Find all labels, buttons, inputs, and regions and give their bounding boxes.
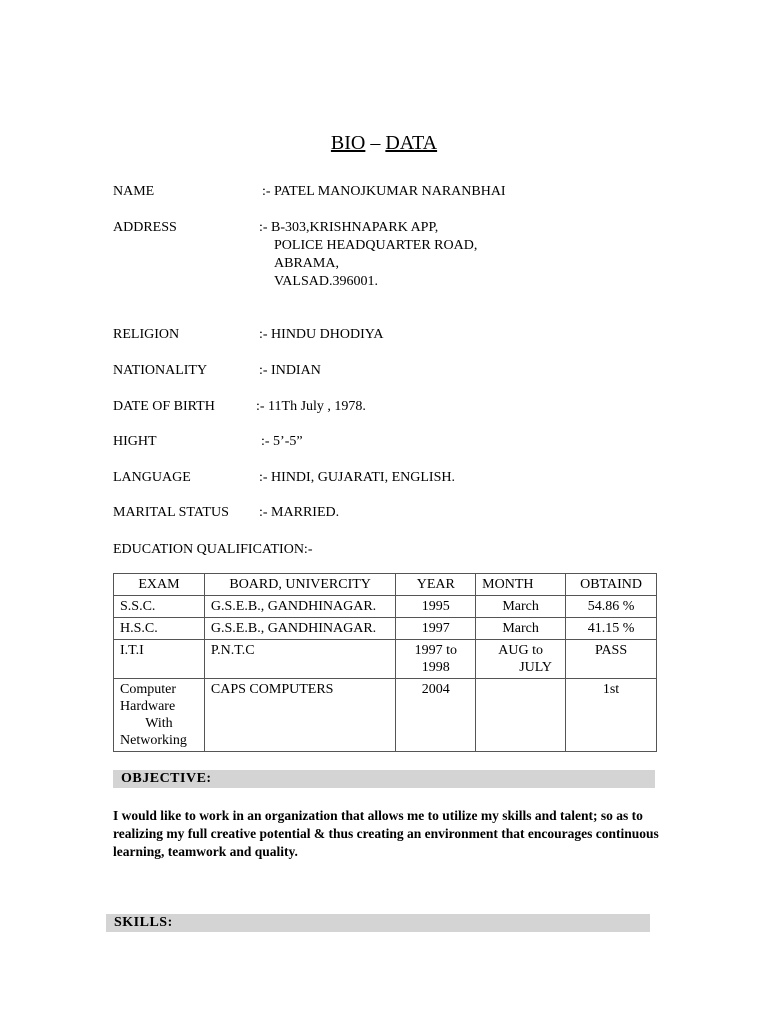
table-cell: 1995	[396, 596, 476, 618]
dob-label: DATE OF BIRTH	[113, 399, 215, 414]
address-line-1: :- B-303,KRISHNAPARK APP,	[259, 220, 439, 235]
table-cell: March	[476, 596, 566, 618]
table-cell: 2004	[396, 679, 476, 752]
name-value: :- PATEL MANOJKUMAR NARANBHAI	[262, 184, 506, 199]
language-value: :- HINDI, GUJARATI, ENGLISH.	[259, 470, 455, 485]
table-row	[114, 679, 657, 752]
marital-status-value: :- MARRIED.	[259, 505, 340, 520]
column-header: YEAR	[396, 574, 476, 596]
title-dash: –	[370, 132, 381, 154]
table-cell	[396, 640, 476, 679]
table-row	[114, 596, 657, 618]
table-cell: 41.15 %	[566, 618, 657, 640]
table-cell: CAPS COMPUTERS	[204, 679, 395, 752]
address-label: ADDRESS	[113, 220, 177, 235]
objective-text: I would like to work in an organization that allows me to utilize my skills and talent; so as to realizing my full creative potential & thus creating an environment that encourages continuous learning, teamwork and quality.	[113, 808, 659, 859]
address-line-4: VALSAD.396001.	[274, 274, 378, 289]
cell-line: Computer	[120, 682, 176, 697]
education-heading: EDUCATION QUALIFICATION:-	[113, 542, 313, 557]
table-cell: March	[476, 618, 566, 640]
table-cell: G.S.E.B., GANDHINAGAR.	[204, 618, 395, 640]
cell-line: 1998	[421, 660, 450, 675]
dob-value: :- 11Th July , 1978.	[256, 399, 366, 414]
cell-line: With	[145, 716, 173, 731]
cell-line: AUG to	[498, 643, 543, 658]
table-cell	[114, 679, 205, 752]
table-cell: I.T.I	[114, 640, 205, 679]
table-cell	[476, 679, 566, 752]
table-header-row	[114, 574, 657, 596]
cell-line: 1997 to	[414, 643, 457, 658]
nationality-label: NATIONALITY	[113, 363, 208, 378]
address-line-2: POLICE HEADQUARTER ROAD,	[274, 238, 478, 253]
title-part-2: DATA	[385, 132, 438, 154]
table-row	[114, 618, 657, 640]
address-line-3: ABRAMA,	[274, 256, 339, 271]
religion-label: RELIGION	[113, 327, 180, 342]
nationality-value: :- INDIAN	[259, 363, 321, 378]
table-cell: G.S.E.B., GANDHINAGAR.	[204, 596, 395, 618]
table-cell: P.N.T.C	[204, 640, 395, 679]
column-header: EXAM	[114, 574, 205, 596]
education-table	[113, 573, 657, 752]
language-label: LANGUAGE	[113, 470, 191, 485]
table-cell: 1997	[396, 618, 476, 640]
table-cell	[476, 640, 566, 679]
cell-line: Networking	[120, 733, 187, 748]
table-cell: PASS	[566, 640, 657, 679]
table-row	[114, 640, 657, 679]
religion-value: :- HINDU DHODIYA	[259, 327, 384, 342]
height-value: :- 5’-5”	[261, 434, 303, 449]
column-header: OBTAIND	[566, 574, 657, 596]
table-cell: 1st	[566, 679, 657, 752]
table-cell: S.S.C.	[114, 596, 205, 618]
marital-status-label: MARITAL STATUS	[113, 505, 229, 520]
page-title	[0, 130, 768, 156]
objective-heading: OBJECTIVE:	[113, 770, 655, 788]
table-cell: 54.86 %	[566, 596, 657, 618]
cell-line: Hardware	[120, 699, 176, 714]
column-header: BOARD, UNIVERCITY	[204, 574, 395, 596]
cell-line: JULY	[519, 660, 553, 675]
table-cell: H.S.C.	[114, 618, 205, 640]
column-header: MONTH	[476, 574, 566, 596]
height-label: HIGHT	[113, 434, 157, 449]
skills-heading: SKILLS:	[106, 914, 650, 932]
title-part-1: BIO	[330, 132, 366, 154]
name-label: NAME	[113, 184, 155, 199]
